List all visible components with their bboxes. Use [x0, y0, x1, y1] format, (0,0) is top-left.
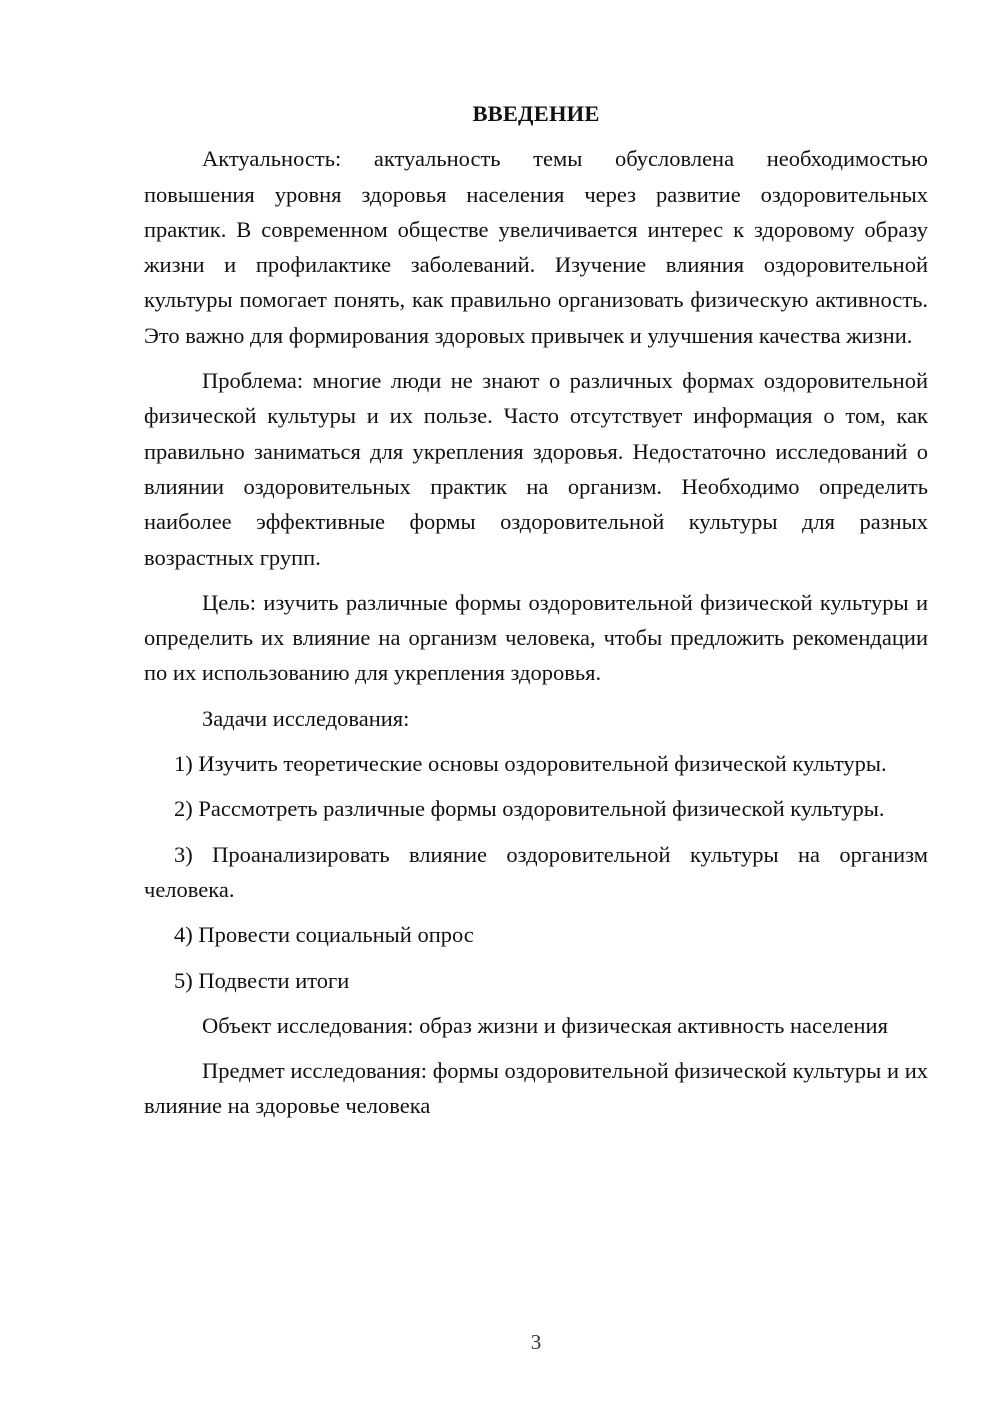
task-item-4: 4) Провести социальный опрос — [174, 922, 474, 948]
task-item-1: 1) Изучить теоретические основы оздоровительной физической культуры. — [174, 751, 887, 777]
task-item-3: 3) Проанализировать влияние оздоровительной культуры на организм человека. — [144, 841, 928, 902]
problem-paragraph: Проблема: многие люди не знают о различных формах оздоровительной физической культуры и их пользе. Часто отсутствует информация о том, как правильно заниматься для укрепления здоровья. Недостаточно исследований о влиянии оздоровительных практик на организм. Необходимо определить наиболее эффективные формы оздоровительной культуры для разных возрастных групп. — [144, 368, 928, 570]
object-paragraph: Объект исследования: образ жизни и физическая активность населения — [202, 1012, 888, 1038]
task-item-5: 5) Подвести итоги — [174, 967, 350, 993]
page-number: 3 — [530, 1330, 542, 1354]
subject-paragraph: Предмет исследования: формы оздоровительной физической культуры и их влияние на здоровье человека — [144, 1058, 928, 1119]
section-title: ВВЕДЕНИЕ — [472, 101, 600, 126]
goal-paragraph: Цель: изучить различные формы оздоровительной физической культуры и определить их влияние на организм человека, чтобы предложить рекомендации по их использованию для укрепления здоровья. — [144, 589, 928, 686]
relevance-paragraph: Актуальность: актуальность темы обусловлена необходимостью повышения уровня здоровья населения через развитие оздоровительных практик. В современном обществе увеличивается интерес к здоровому образу жизни и профилактике заболеваний. Изучение влияния оздоровительной культуры помогает понять, как правильно организовать физическую активность. Это важно для формирования здоровых привычек и улучшения качества жизни. — [144, 146, 928, 348]
tasks-heading: Задачи исследования: — [202, 705, 410, 731]
page-content — [144, 96, 928, 1134]
task-item-2: 2) Рассмотреть различные формы оздоровительной физической культуры. — [174, 796, 885, 822]
